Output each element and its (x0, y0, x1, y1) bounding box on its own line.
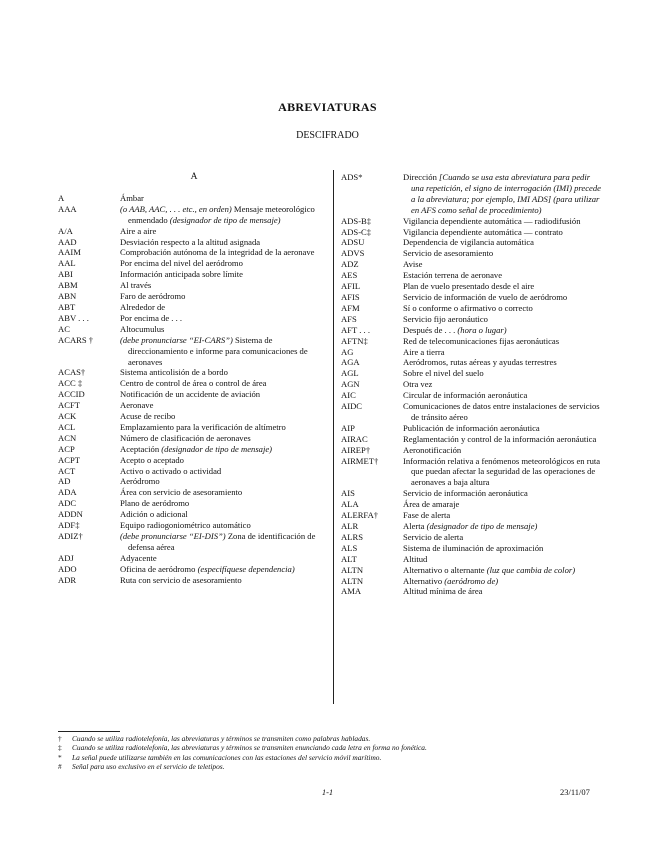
abbreviation: A/A (58, 225, 73, 236)
definition-text: Número de clasificación de aeronaves (120, 432, 251, 443)
definition (403, 565, 603, 576)
abbreviation: ALTN (341, 575, 364, 586)
abbreviation-entry (341, 554, 603, 565)
footnote (58, 762, 618, 771)
definition (120, 509, 330, 520)
definition (403, 336, 603, 347)
abbreviation: AAD (58, 236, 77, 247)
definition (403, 532, 603, 543)
abbreviation-entry (341, 445, 603, 456)
abbreviation-entry (341, 227, 603, 238)
page-number: 1-1 (321, 787, 334, 797)
abbreviation-entry (341, 510, 603, 521)
abbreviation: AAIM (58, 247, 81, 258)
abbreviation: AFS (341, 313, 357, 324)
definition-text: (debe pronunciarse “EI-CARS”) (120, 334, 235, 345)
definition-text: Avise (403, 259, 423, 270)
definition (403, 216, 603, 227)
definition (403, 270, 603, 281)
abbreviation-entry (58, 531, 330, 553)
definition-text: (hora o lugar) (457, 324, 507, 335)
abbreviation: ADA (58, 487, 77, 498)
abbreviation-entry (58, 411, 330, 422)
definition-text: Servicio de información aeronáutica (403, 488, 528, 499)
abbreviation-entry (341, 488, 603, 499)
abbreviation: ABV . . . (58, 312, 89, 323)
abbreviation: AAA (58, 203, 77, 214)
definition (403, 586, 603, 597)
abbreviation: ABM (58, 280, 78, 291)
abbreviation-entry (58, 422, 330, 433)
abbreviation: ALERFA† (341, 510, 379, 521)
definition-text: Adición o adicional (120, 509, 188, 520)
definition (120, 378, 330, 389)
definition (403, 423, 603, 434)
abbreviation-entry (58, 193, 330, 204)
definition (120, 400, 330, 411)
abbreviation-entry (58, 509, 330, 520)
definition (120, 575, 330, 586)
definition-text: Equipo radiogoniométrico automático (120, 520, 251, 531)
definition-text: Altitud (403, 553, 428, 564)
abbreviation-entry (58, 476, 330, 487)
definition (403, 456, 603, 489)
abbreviation: ALRS (341, 531, 363, 542)
section-subtitle: DESCIFRADO (296, 130, 359, 141)
definition-text: Dependencia de vigilancia automática (403, 237, 534, 248)
definition-text: Ámbar (120, 192, 144, 203)
abbreviation: AIS (341, 488, 355, 499)
definition-text: (designador de tipo de mensaje) (161, 443, 273, 454)
abbreviation: AD (58, 476, 71, 487)
footnote-text: Cuando se utiliza radiotelefonía, las abreviaturas y términos se transmiten enunciando cada letra en forma no fonética. (72, 743, 427, 753)
abbreviation: A (58, 192, 65, 203)
definition-text: Información relativa a fenómenos meteorológicos en ruta que puedan afectar la seguridad de las operaciones de aeronaves a baja altura (403, 455, 601, 488)
definition (403, 281, 603, 292)
abbreviation: AG (341, 346, 354, 357)
abbreviation-entry (341, 565, 603, 576)
definition-text: Estación terrena de aeronave (403, 270, 503, 281)
footnote-mark: # (58, 762, 62, 772)
abbreviation-entry (341, 314, 603, 325)
abbreviation: ACK (58, 411, 77, 422)
definition-text: Aeródromo (120, 476, 160, 487)
abbreviation: AAL (58, 258, 76, 269)
definition-text: Servicio de alerta (403, 531, 464, 542)
definition (120, 466, 330, 477)
definition (120, 564, 330, 575)
abbreviation: AIC (341, 390, 356, 401)
definition-text: Emplazamiento para la verificación de altímetro (120, 421, 286, 432)
abbreviation-entry (58, 313, 330, 324)
abbreviation-entry (58, 553, 330, 564)
definition (403, 510, 603, 521)
definition (120, 531, 330, 553)
abbreviation: ACARS † (58, 334, 94, 345)
abbreviation: AC (58, 323, 70, 334)
definition-text: Desviación respecto a la altitud asignada (120, 236, 261, 247)
abbreviation-entry (341, 521, 603, 532)
definition (403, 303, 603, 314)
definition (403, 227, 603, 238)
definition-text: Plano de aeródromo (120, 498, 190, 509)
abbreviation-entry (58, 400, 330, 411)
abbreviation-entry (341, 401, 603, 423)
definition (120, 367, 330, 378)
abbreviation: AIP (341, 422, 355, 433)
definition (120, 226, 330, 237)
definition-text: Alternativo (403, 575, 445, 586)
definition-text: Después de . . . (403, 324, 458, 335)
definition (120, 487, 330, 498)
footnote-rule (58, 731, 120, 732)
definition-text: Sobre el nivel del suelo (403, 368, 484, 379)
abbreviation-entry (341, 499, 603, 510)
definition-text: Aire a tierra (403, 346, 445, 357)
abbreviation-entry (341, 576, 603, 587)
abbreviation-entry (58, 367, 330, 378)
definition (120, 444, 330, 455)
definition-text: Zona de identificación de defensa aérea (128, 531, 316, 552)
definition (403, 379, 603, 390)
definition (403, 488, 603, 499)
footnote-mark: ‡ (58, 743, 62, 753)
abbreviation-entry (341, 292, 603, 303)
definition (403, 357, 603, 368)
letter-heading: A (190, 172, 198, 182)
abbreviation: AFIL (341, 281, 361, 292)
definition-text: Comprobación autónoma de la integridad de la aeronave (120, 247, 315, 258)
definition (403, 390, 603, 401)
abbreviation-entry (58, 564, 330, 575)
definition (403, 543, 603, 554)
definition-text: Por encima de . . . (120, 312, 183, 323)
definition (403, 237, 603, 248)
definition-text: Aeródromos, rutas aéreas y ayudas terrestres (403, 357, 557, 368)
abbreviation: ALA (341, 499, 359, 510)
abbreviation-entry (58, 520, 330, 531)
definition (403, 576, 603, 587)
abbreviation-entry (58, 575, 330, 586)
definition-text: Por encima del nivel del aeródromo (120, 258, 243, 269)
definition-text: Notificación de un accidente de aviación (120, 389, 261, 400)
definition (120, 204, 330, 226)
right-column (341, 172, 603, 597)
definition (120, 291, 330, 302)
abbreviation: ADIZ† (58, 531, 83, 541)
column-divider (333, 170, 334, 704)
abbreviation-entry (341, 172, 603, 216)
definition-text: Adyacente (120, 552, 157, 563)
definition-text: Red de telecomunicaciones fijas aeronáuticas (403, 335, 560, 346)
definition (403, 499, 603, 510)
abbreviation-entry (341, 423, 603, 434)
definition (403, 434, 603, 445)
abbreviation-entry (341, 237, 603, 248)
definition (120, 324, 330, 335)
definition (120, 476, 330, 487)
definition (120, 335, 330, 368)
definition-text: Sistema anticolisión de a bordo (120, 367, 228, 378)
definition-text: Otra vez (403, 379, 433, 390)
definition-text: Activo o activado o actividad (120, 465, 222, 476)
definition-text: (o AAB, AAC, . . . etc., en orden) (120, 203, 234, 214)
abbreviation: ADJ (58, 552, 74, 563)
abbreviation-entry (58, 466, 330, 477)
abbreviation: ALTN (341, 564, 364, 575)
abbreviation-entry (58, 498, 330, 509)
abbreviation-entry (58, 226, 330, 237)
abbreviation: ADDN (58, 509, 83, 520)
definition (120, 269, 330, 280)
definition-text: Área con servicio de asesoramiento (120, 487, 243, 498)
abbreviation: AGN (341, 379, 360, 390)
definition-text: Mensaje meteorológico enmendado (128, 203, 315, 225)
abbreviation-entry (341, 379, 603, 390)
abbreviation-entry (58, 258, 330, 269)
definition-text: Aeronave (120, 400, 154, 411)
abbreviation: ABN (58, 291, 77, 302)
definition (403, 292, 603, 303)
definition (403, 347, 603, 358)
footnote-mark: † (58, 734, 62, 743)
abbreviation-entry (58, 444, 330, 455)
definition-text: (luz que cambia de color) (486, 564, 576, 575)
footnote (58, 753, 618, 762)
abbreviation-entry (58, 487, 330, 498)
right-entry-list (341, 172, 603, 597)
left-entry-list (58, 193, 330, 586)
definition (120, 553, 330, 564)
definition-text: Oficina de aeródromo (120, 563, 198, 574)
footnotes (58, 734, 618, 772)
footnote-mark: * (58, 752, 62, 762)
definition-text: Altocumulus (120, 323, 165, 334)
abbreviation-entry (341, 216, 603, 227)
abbreviation-entry (341, 532, 603, 543)
abbreviation-entry (58, 269, 330, 280)
definition-text: Servicio de información de vuelo de aeródromo (403, 291, 568, 302)
abbreviation: AES (341, 270, 358, 281)
abbreviation-entry (58, 378, 330, 389)
abbreviation: ACT (58, 465, 76, 476)
definition (403, 248, 603, 259)
footnote (58, 743, 618, 752)
definition (403, 325, 603, 336)
definition-text: Sistema de iluminación de aproximación (403, 542, 544, 553)
definition (120, 193, 330, 204)
abbreviation-entry (341, 456, 603, 489)
abbreviation-entry (341, 347, 603, 358)
abbreviation: AIRAC (341, 433, 368, 444)
definition (403, 314, 603, 325)
abbreviation: ALR (341, 521, 359, 531)
abbreviation-entry (58, 324, 330, 335)
definition-text: (designador de tipo de mensaje) (426, 521, 538, 531)
abbreviation: ADVS (341, 248, 365, 259)
definition-text: Servicio de asesoramiento (403, 248, 494, 259)
definition-text: Ruta con servicio de asesoramiento (120, 574, 242, 585)
definition (403, 172, 603, 216)
definition-text: Vigilancia dependiente automática — radiodifusión (403, 215, 581, 226)
definition-text: [Cuando se usa esta abreviatura para pedir una repetición, el signo de interrogación (IMI) precede a la abreviatura; por ejemplo, IMI ADS] (para utilizar en AFS como señal de procedimiento) (411, 172, 601, 215)
definition (120, 258, 330, 269)
abbreviation: ADZ (341, 259, 359, 270)
abbreviation-entry (341, 390, 603, 401)
abbreviation: ACPT (58, 454, 80, 465)
abbreviation: AGA (341, 357, 360, 368)
definition-text: Al través (120, 280, 152, 291)
abbreviation: AFIS (341, 291, 360, 302)
definition-text: Fase de alerta (403, 510, 451, 521)
definition-text: Vigilancia dependiente automática — contrato (403, 226, 563, 237)
abbreviation-entry (341, 586, 603, 597)
abbreviation-entry (341, 336, 603, 347)
abbreviation: ACP (58, 443, 75, 454)
abbreviation: AFT . . . (341, 324, 370, 335)
definition-text: (aeródromo de) (444, 575, 499, 586)
left-column (58, 172, 330, 586)
abbreviation-entry (58, 237, 330, 248)
abbreviation: ABT (58, 301, 76, 312)
abbreviation-entry (341, 434, 603, 445)
definition-text: Información anticipada sobre límite (120, 269, 243, 280)
definition-text: (debe pronunciarse “EI-DIS”) (120, 531, 228, 541)
definition-text: Alrededor de (120, 301, 166, 312)
footnote-text: La señal puede utilizarse también en las comunicaciones con las estaciones del servicio móvil marítimo. (72, 752, 382, 762)
abbreviation: ACL (58, 421, 76, 432)
definition (120, 389, 330, 400)
abbreviation-entry (341, 303, 603, 314)
definition-text: Sistema de direccionamiento e informe para comunicaciones de aeronaves (128, 334, 308, 367)
abbreviation-entry (58, 335, 330, 368)
abbreviation: ADO (58, 563, 77, 574)
abbreviation: AIRMET† (341, 455, 379, 466)
abbreviation: AMA (341, 586, 362, 597)
definition (120, 520, 330, 531)
definition-text: Sí o conforme o afirmativo o correcto (403, 302, 533, 313)
abbreviation-entry (341, 543, 603, 554)
definition (120, 422, 330, 433)
abbreviation: ADSU (341, 237, 365, 248)
definition (120, 433, 330, 444)
footnote-text: Señal para uso exclusivo en el servicio de teletipos. (72, 762, 225, 772)
abbreviation: ACFT (58, 400, 80, 411)
abbreviation-entry (341, 259, 603, 270)
definition (403, 368, 603, 379)
abbreviation: ACAS† (58, 367, 86, 378)
abbreviation-entry (341, 248, 603, 259)
definition (403, 445, 603, 456)
footnote-text: Cuando se utiliza radiotelefonía, las abreviaturas y términos se transmiten como palabras habladas. (72, 734, 371, 743)
definition-text: Aceptación (120, 443, 162, 454)
abbreviation: ACC ‡ (58, 378, 83, 389)
abbreviation-entry (58, 302, 330, 313)
abbreviation-entry (58, 291, 330, 302)
definition-text: Altitud mínima de área (403, 586, 483, 597)
abbreviation: AFTN‡ (341, 335, 368, 346)
definition (120, 411, 330, 422)
edition-date: 23/11/07 (560, 787, 590, 797)
definition (120, 247, 330, 258)
definition-text: Reglamentación y control de la información aeronáutica (403, 433, 597, 444)
definition-text: Centro de control de área o control de área (120, 378, 267, 389)
definition-text: Plan de vuelo presentado desde el aire (403, 281, 535, 292)
abbreviation-entry (58, 280, 330, 291)
abbreviation: ADF‡ (58, 520, 80, 531)
definition-text: Aire a aire (120, 225, 157, 236)
definition (403, 554, 603, 565)
definition (120, 302, 330, 313)
definition-text: Dirección (403, 172, 440, 182)
definition (120, 455, 330, 466)
definition-text: Acuse de recibo (120, 411, 176, 422)
abbreviation-entry (341, 357, 603, 368)
definition (403, 401, 603, 423)
abbreviation-entry (341, 368, 603, 379)
abbreviation-entry (58, 433, 330, 444)
abbreviation: ADC (58, 498, 77, 509)
abbreviation: ADR (58, 574, 77, 585)
abbreviation: ALT (341, 553, 357, 564)
abbreviation: ALS (341, 542, 358, 553)
definition-text: Alternativo o alternante (403, 564, 487, 575)
definition-text: Acepto o aceptado (120, 454, 184, 465)
abbreviation-entry (58, 389, 330, 400)
definition-text: Publicación de información aeronáutica (403, 422, 540, 433)
definition-text: Alerta (403, 521, 427, 531)
definition (120, 498, 330, 509)
abbreviation: AIDC (341, 401, 363, 412)
abbreviation: ACCID (58, 389, 85, 400)
definition-text: Servicio fijo aeronáutico (403, 313, 488, 324)
footnote (58, 734, 618, 743)
definition-text: Aeronotificación (403, 444, 462, 455)
definition (120, 313, 330, 324)
abbreviation: ADS-C‡ (341, 226, 372, 237)
definition-text: Circular de información aeronáutica (403, 390, 528, 401)
abbreviation: AFM (341, 302, 360, 313)
abbreviation: ADS* (341, 172, 363, 182)
definition (403, 259, 603, 270)
definition-text: (designador de tipo de mensaje) (169, 214, 281, 225)
abbreviation-entry (341, 281, 603, 292)
abbreviation-entry (341, 270, 603, 281)
abbreviation: ADS-B‡ (341, 215, 372, 226)
definition-text: Área de amaraje (403, 499, 460, 510)
definition (120, 237, 330, 248)
abbreviation: ABI (58, 269, 73, 280)
abbreviation-entry (58, 455, 330, 466)
abbreviation-entry (341, 325, 603, 336)
abbreviation-entry (58, 204, 330, 226)
definition-text: (especifíquese dependencia) (197, 563, 295, 574)
definition (120, 280, 330, 291)
abbreviation: AGL (341, 368, 359, 379)
definition (403, 521, 603, 532)
abbreviation-entry (58, 247, 330, 258)
definition-text: Comunicaciones de datos entre instalaciones de servicios de tránsito aéreo (403, 401, 600, 422)
abbreviation: ACN (58, 432, 77, 443)
definition-text: Faro de aeródromo (120, 291, 186, 302)
page-title: ABREVIATURAS (278, 100, 377, 114)
abbreviation: AIREP† (341, 444, 371, 455)
